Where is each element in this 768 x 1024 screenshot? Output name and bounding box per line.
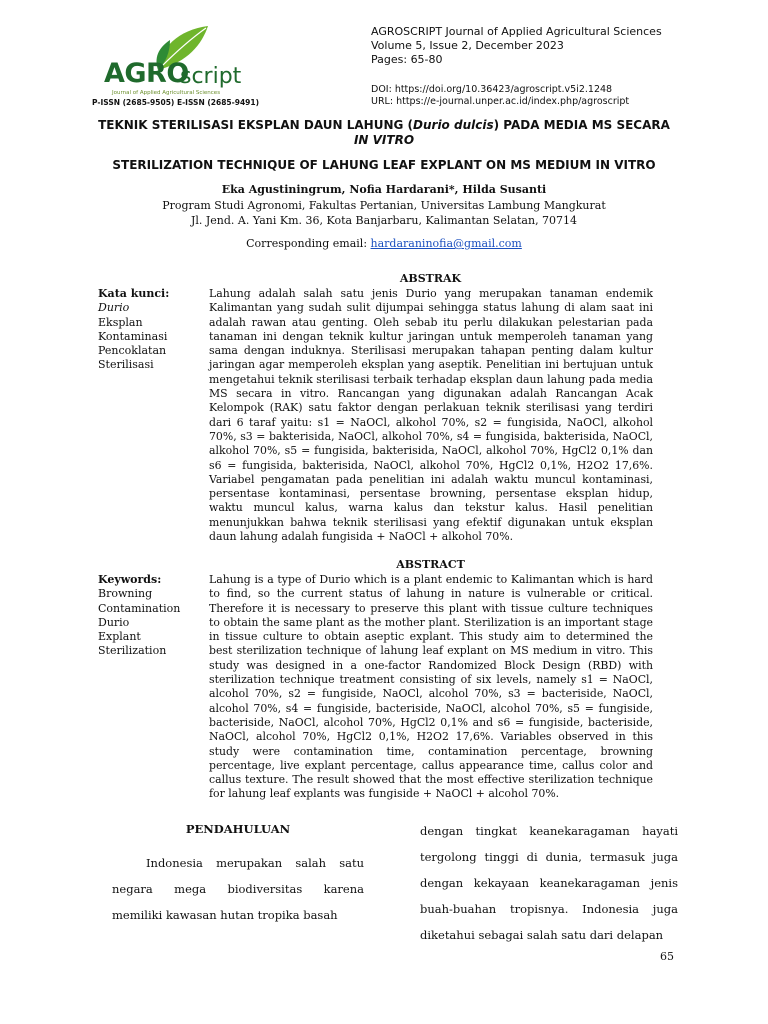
kata-kunci-item: Durio xyxy=(98,301,130,315)
pendahuluan-heading: PENDAHULUAN xyxy=(185,822,291,836)
abstrak-heading: ABSTRAK xyxy=(399,272,462,285)
abstrak-text xyxy=(209,287,653,544)
kata-kunci-item: Pencoklatan xyxy=(98,344,167,358)
pendahuluan-left-column: Indonesia merupakan salah satu negara mega biodiversitas karena memiliki kawasan hutan tropika basah xyxy=(112,856,364,922)
journal-logo xyxy=(96,18,276,108)
email-label: Corresponding email: xyxy=(246,237,371,250)
title-indonesian xyxy=(60,118,708,148)
kata-kunci-item: Sterilisasi xyxy=(98,358,154,372)
kata-kunci-title: Kata kunci: xyxy=(98,287,170,300)
affiliation xyxy=(60,198,708,228)
email-link[interactable]: hardaraninofia@gmail.com xyxy=(370,237,522,250)
title-id-after: ) PADA MEDIA MS SECARA xyxy=(493,118,670,132)
title-id-species: Durio dulcis xyxy=(413,118,494,132)
journal-links xyxy=(371,84,629,108)
abstract-heading: ABSTRACT xyxy=(396,558,465,571)
journal-name: AGROSCRIPT Journal of Applied Agricultural Sciences xyxy=(371,25,662,38)
journal-volume: Volume 5, Issue 2, December 2023 xyxy=(371,39,564,52)
keyword-item: Browning xyxy=(98,587,153,601)
affiliation-line2: Jl. Jend. A. Yani Km. 36, Kota Banjarbaru, Kalimantan Selatan, 70714 xyxy=(190,214,578,227)
journal-pages: Pages: 65-80 xyxy=(371,53,443,66)
keyword-item: Contamination xyxy=(98,601,181,615)
title-id-line2: IN VITRO xyxy=(353,133,415,147)
logo-subtitle: Journal of Applied Agricultural Sciences xyxy=(112,90,221,96)
keyword-item: Explant xyxy=(98,630,141,644)
logo-script-text: script xyxy=(180,64,242,89)
keywords-column xyxy=(98,573,203,659)
title-english: STERILIZATION TECHNIQUE OF LAHUNG LEAF EXPLANT ON MS MEDIUM IN VITRO xyxy=(112,158,656,172)
journal-doi[interactable]: DOI: https://doi.org/10.36423/agroscript.v5i2.1248 xyxy=(371,84,613,95)
keyword-item: Sterilization xyxy=(98,644,167,658)
authors: Eka Agustiningrum, Nofia Hardarani*, Hilda Susanti xyxy=(221,183,547,196)
abstract-text xyxy=(209,573,653,802)
pendahuluan-right-column: dengan tingkat keanekaragaman hayati tergolong tinggi di dunia, termasuk juga dengan kekayaan keanekaragaman jenis buah-buahan tropisnya. Indonesia juga diketahui sebagai salah satu dari delapan xyxy=(420,824,678,942)
issn-line: P-ISSN (2685-9505) E-ISSN (2685-9491) xyxy=(92,98,260,107)
affiliation-line1: Program Studi Agronomi, Fakultas Pertanian, Universitas Lambung Mangkurat xyxy=(162,199,606,212)
kata-kunci-item: Eksplan xyxy=(98,315,143,329)
kata-kunci-item: Kontaminasi xyxy=(98,329,168,343)
keyword-item: Durio xyxy=(98,615,130,629)
abstrak-paragraph: Lahung adalah salah satu jenis Durio yang merupakan tanaman endemik Kalimantan yang sudah sulit dijumpai sehingga status lahung di alam saat ini adalah rawan atau genting. Oleh sebab itu perlu dilakukan pelestarian pada tanaman ini dengan teknik kultur jaringan untuk memperoleh tanaman yang sama dengan induknya. Sterilisasi merupakan tahapan penting dalam kultur jaringan agar memperoleh eksplan yang aseptik. Penelitian ini bertujuan untuk mengetahui teknik sterilisasi terbaik terhadap eksplan daun lahung pada media MS secara in vitro. Rancangan yang digunakan adalah Rancangan Acak Kelompok (RAK) satu faktor dengan perlakuan teknik sterilisasi yang terdiri dari 6 taraf yaitu: s1 = NaOCl, alkohol 70%, s2 = fungisida, NaOCl, alkohol 70%, s3 = bakterisida, NaOCl, alkohol 70%, s4 = fungisida, bakterisida, NaOCl, alkohol 70%, s5 = fungisida, bakterisida, NaOCl, alkohol 70%, HgCl2 0,1% dan s6 = fungisida, bakterisida, NaOCl, alkohol 70%, HgCl2 0,1%, H2O2 17,6%. Variabel pengamatan pada penelitian ini adalah waktu muncul kontaminasi, persentase kontaminasi, persentase browning, persentase eksplan hidup, waktu muncul kalus, warna kalus dan tekstur kalus. Hasil penelitian menunjukkan bahwa teknik sterilisasi yang efektif digunakan untuk eksplan daun lahung adalah fungisida + NaOCl + alkohol 70%. xyxy=(209,287,653,544)
corresponding-email xyxy=(60,237,708,250)
title-id-main: TEKNIK STERILISASI EKSPLAN DAUN LAHUNG ( xyxy=(98,118,414,132)
abstract-paragraph: Lahung is a type of Durio which is a plant endemic to Kalimantan which is hard to find, so the current status of lahung in nature is vulnerable or critical. Therefore it is necessary to preserve this plant with tissue culture techniques to obtain the same plant as the mother plant. Sterilization is an important stage in tissue culture to obtain aseptic explant. This study aim to determined the best sterilization technique of lahung leaf explant on MS medium in vitro. This study was designed in a one-factor Randomized Block Design (RBD) with sterilization technique treatment consisting of six levels, namely s1 = NaOCl, alcohol 70%, s2 = fungiside, NaOCl, alcohol 70%, s3 = bacteriside, NaOCl, alcohol 70%, s4 = fungiside, bacteriside, NaOCl, alcohol 70%, s5 = fungiside, bacteriside, NaOCl, alcohol 70%, HgCl2 0,1% and s6 = fungiside, bacteriside, NaOCl, alcohol 70%, HgCl2 0,1%, H2O2 17,6%. Variables observed in this study were contamination time, contamination percentage, browning percentage, live explant percentage, callus appearance time, callus color and callus texture. The result showed that the most effective sterilization technique for lahung leaf explants was fungiside + NaOCl + alcohol 70%. xyxy=(209,573,653,801)
kata-kunci-column xyxy=(98,287,203,373)
journal-info xyxy=(371,25,662,67)
logo-agro-text: AGRO xyxy=(104,58,189,89)
page-number: 65 xyxy=(660,950,674,963)
keywords-title: Keywords: xyxy=(98,573,162,586)
journal-url[interactable]: URL: https://e-journal.unper.ac.id/index.php/agroscript xyxy=(371,96,630,107)
